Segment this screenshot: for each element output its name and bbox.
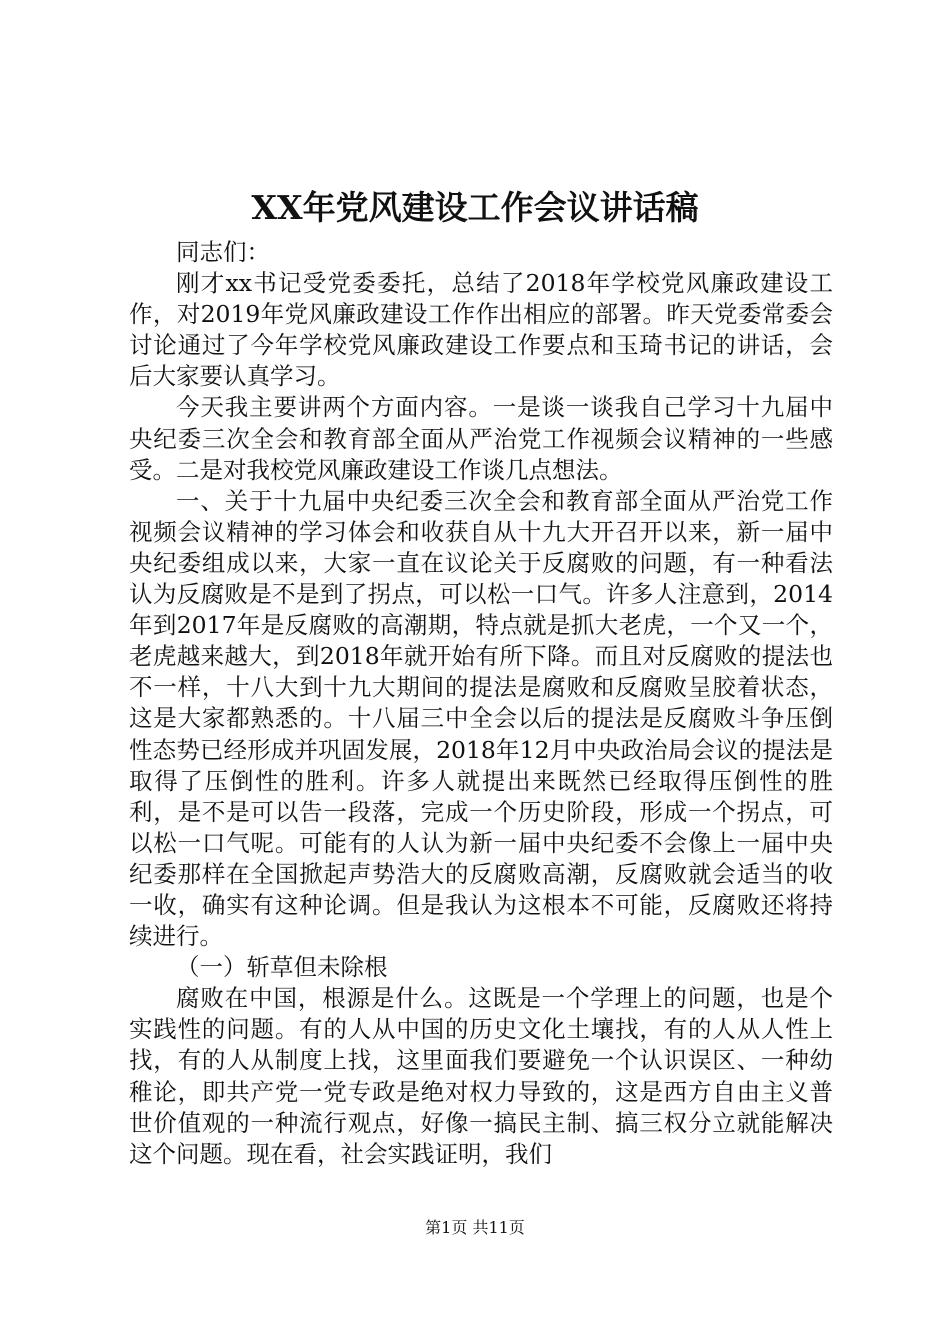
document-title: XX年党风建设工作会议讲话稿: [251, 188, 699, 227]
body-paragraph: 刚才xx书记受党委委托，总结了2018年学校党风廉政建设工作，对2019年党风廉政建设工作作出相应的部署。昨天党委常委会讨论通过了今年学校党风廉政建设工作要点和玉琦书记的讲话，会后大家要认真学习。: [129, 269, 833, 391]
body-paragraph: 一、关于十九届中央纪委三次全会和教育部全面从严治党工作视频会议精神的学习体会和收获自从十九大开召开以来，新一届中央纪委组成以来，大家一直在议论关于反腐败的问题，有一种看法认为反腐败是不是到了拐点，可以松一口气。许多人注意到，2014年到2017年是反腐败的高潮期，特点就是抓大老虎，一个又一个，老虎越来越大，到2018年就开始有所下降。而且对反腐败的提法也不一样，十八大到十九大期间的提法是腐败和反腐败呈胶着状态，这是大家都熟悉的。十八届三中全会以后的提法是反腐败斗争压倒性态势已经形成并巩固发展，2018年12月中央政治局会议的提法是取得了压倒性的胜利。许多人就提出来既然已经取得压倒性的胜利，是不是可以告一段落，完成一个历史阶段，形成一个拐点，可以松一口气呢。可能有的人认为新一届中央纪委不会像上一届中央纪委那样在全国掀起声势浩大的反腐败高潮，反腐败就会适当的收一收，确实有这种论调。但是我认为这根本不可能，反腐败还将持续进行。: [129, 486, 833, 951]
section-subheading: （一）斩草但未除根: [176, 953, 388, 982]
body-paragraph: 腐败在中国，根源是什么。这既是一个学理上的问题，也是个实践性的问题。有的人从中国的历史文化土壤找，有的人从人性上找，有的人从制度上找，这里面我们要避免一个认识误区、一种幼稚论，即共产党一党专政是绝对权力导致的，这是西方自由主义普世价值观的一种流行观点，好像一搞民主制、搞三权分立就能解决这个问题。现在看，社会实践证明，我们: [129, 984, 833, 1168]
salutation-paragraph: 同志们：: [176, 238, 270, 266]
body-paragraph: 今天我主要讲两个方面内容。一是谈一谈我自己学习十九届中央纪委三次全会和教育部全面从严治党工作视频会议精神的一些感受。二是对我校党风廉政建设工作谈几点想法。: [129, 393, 833, 484]
document-body: [129, 237, 833, 1170]
page-footer: 第1页 共11页: [425, 1218, 525, 1237]
